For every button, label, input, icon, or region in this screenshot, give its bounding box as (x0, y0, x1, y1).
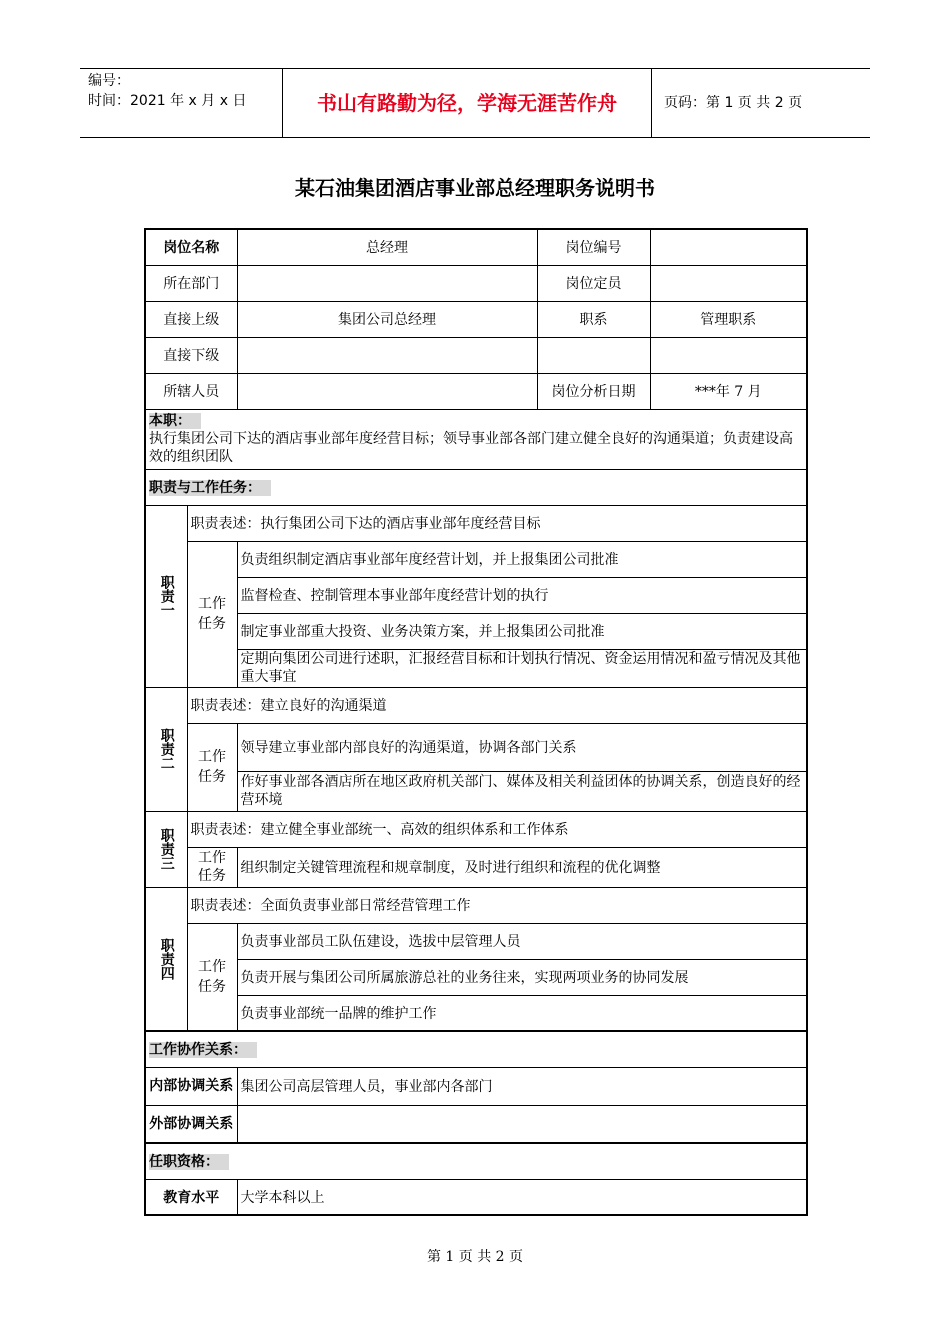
page-header (80, 68, 870, 138)
analysis-date-value: ***年 7 月 (650, 373, 807, 409)
subordinate-label: 直接下级 (145, 337, 237, 373)
task-label: 工作任务 (187, 847, 237, 887)
responsibility-name: 职责三 (145, 811, 187, 887)
responsibility-statement: 职责表述：建立良好的沟通渠道 (187, 687, 807, 723)
responsibility-name: 职责四 (145, 887, 187, 1031)
empty-cell (537, 337, 650, 373)
task-item: 负责开展与集团公司所属旅游总社的业务往来，实现两项业务的协同发展 (237, 959, 807, 995)
task-item: 负责事业部员工队伍建设，选拔中层管理人员 (237, 923, 807, 959)
position-code-label: 岗位编号 (537, 229, 650, 265)
task-item: 监督检查、控制管理本事业部年度经营计划的执行 (237, 577, 807, 613)
internal-value: 集团公司高层管理人员，事业部内各部门 (237, 1067, 807, 1105)
responsibilities-heading: 职责与工作任务： (145, 469, 807, 505)
responsibility-statement: 职责表述：全面负责事业部日常经营管理工作 (187, 887, 807, 923)
position-code-value (650, 229, 807, 265)
empty-cell (650, 337, 807, 373)
duty-cell (145, 409, 807, 469)
series-value: 管理职系 (650, 301, 807, 337)
header-page-number: 页码：第 1 页 共 2 页 (664, 95, 803, 111)
job-description-table (144, 228, 808, 1216)
superior-label: 直接上级 (145, 301, 237, 337)
analysis-date-label: 岗位分析日期 (537, 373, 650, 409)
task-label: 工作任务 (187, 923, 237, 1031)
cooperation-heading: 工作协作关系： (145, 1031, 807, 1067)
dept-label: 所在部门 (145, 265, 237, 301)
staff-label: 所辖人员 (145, 373, 237, 409)
staff-value (237, 373, 537, 409)
headcount-value (650, 265, 807, 301)
header-motto: 书山有路勤为径，学海无涯苦作舟 (282, 69, 652, 137)
header-left (80, 69, 280, 137)
responsibility-name: 职责二 (145, 687, 187, 811)
responsibility-name: 职责一 (145, 505, 187, 687)
task-item: 负责组织制定酒店事业部年度经营计划，并上报集团公司批准 (237, 541, 807, 577)
position-name-value: 总经理 (237, 229, 537, 265)
responsibility-statement: 职责表述：执行集团公司下达的酒店事业部年度经营目标 (187, 505, 807, 541)
task-label: 工作任务 (187, 723, 237, 811)
duty-text: 执行集团公司下达的酒店事业部年度经营目标；领导事业部各部门建立健全良好的沟通渠道；负责建设高效的组织团队 (149, 431, 793, 465)
task-item: 定期向集团公司进行述职，汇报经营目标和计划执行情况、资金运用情况和盈亏情况及其他重大事宜 (237, 649, 807, 687)
external-value (237, 1105, 807, 1143)
qualification-heading: 任职资格： (145, 1143, 807, 1179)
document-title: 某石油集团酒店事业部总经理职务说明书 (295, 176, 655, 200)
task-item: 组织制定关键管理流程和规章制度，及时进行组织和流程的优化调整 (237, 847, 807, 887)
internal-label: 内部协调关系 (145, 1067, 237, 1105)
task-item: 领导建立事业部内部良好的沟通渠道，协调各部门关系 (237, 723, 807, 771)
position-name-label: 岗位名称 (145, 229, 237, 265)
responsibility-statement: 职责表述：建立健全事业部统一、高效的组织体系和工作体系 (187, 811, 807, 847)
headcount-label: 岗位定员 (537, 265, 650, 301)
document-number: 编号： (88, 73, 130, 89)
superior-value: 集团公司总经理 (237, 301, 537, 337)
page-footer: 第 1 页 共 2 页 (426, 1249, 524, 1265)
document-time: 时间：2021 年 x 月 x 日 (88, 93, 247, 109)
series-label: 职系 (537, 301, 650, 337)
education-value: 大学本科以上 (237, 1179, 807, 1215)
task-item: 负责事业部统一品牌的维护工作 (237, 995, 807, 1031)
dept-value (237, 265, 537, 301)
external-label: 外部协调关系 (145, 1105, 237, 1143)
education-label: 教育水平 (145, 1179, 237, 1215)
subordinate-value (237, 337, 537, 373)
duty-label: 本职： (149, 412, 803, 430)
task-label: 工作任务 (187, 541, 237, 687)
task-item: 作好事业部各酒店所在地区政府机关部门、媒体及相关利益团体的协调关系，创造良好的经营环境 (237, 771, 807, 811)
task-item: 制定事业部重大投资、业务决策方案，并上报集团公司批准 (237, 613, 807, 649)
